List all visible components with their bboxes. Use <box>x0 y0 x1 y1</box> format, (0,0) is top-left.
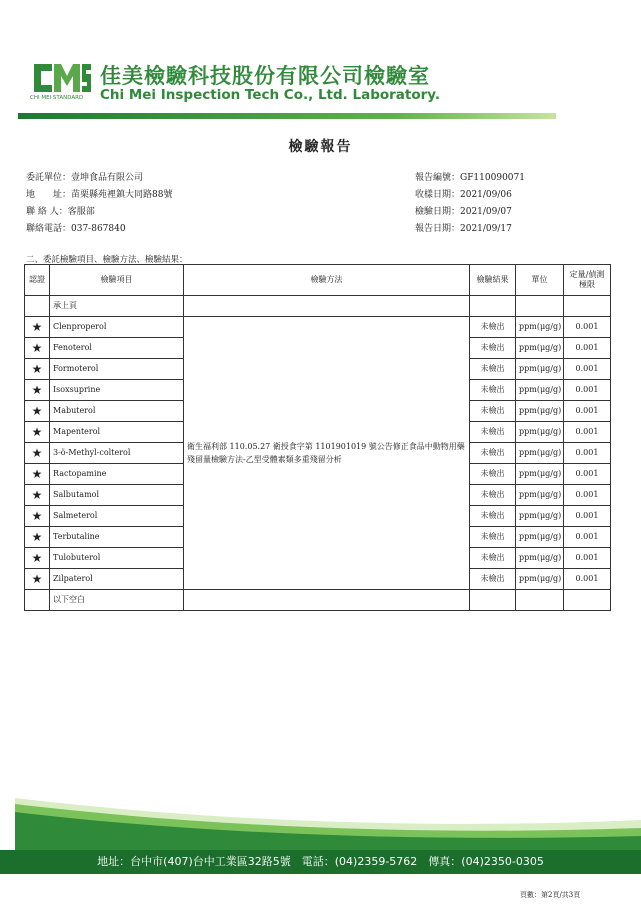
row-result: 未檢出 <box>470 317 516 338</box>
table-header-row <box>25 265 611 296</box>
row-result: 未檢出 <box>470 485 516 506</box>
report-number: 報告編號：GF110090071 <box>415 173 525 183</box>
row-item: Fenoterol <box>50 338 184 359</box>
end-label: 以下空白 <box>50 590 184 611</box>
row-star-icon: ★ <box>25 527 50 548</box>
row-unit: ppm(μg/g) <box>516 317 564 338</box>
end-row <box>25 590 611 611</box>
footer-wave-decoration <box>0 790 641 850</box>
row-limit: 0.001 <box>564 443 611 464</box>
header-item: 檢驗項目 <box>50 265 184 296</box>
row-unit: ppm(μg/g) <box>516 380 564 401</box>
test-date: 檢驗日期：2021/09/07 <box>415 207 512 217</box>
row-star-icon: ★ <box>25 422 50 443</box>
results-table <box>24 264 611 611</box>
row-unit: ppm(μg/g) <box>516 359 564 380</box>
row-limit: 0.001 <box>564 527 611 548</box>
continued-label: 承上頁 <box>50 296 184 317</box>
row-limit: 0.001 <box>564 401 611 422</box>
row-unit: ppm(μg/g) <box>516 464 564 485</box>
page-number: 頁數：第2頁/共3頁 <box>520 891 581 899</box>
client-contact: 聯 絡 人：客服部 <box>26 207 95 217</box>
row-unit: ppm(μg/g) <box>516 527 564 548</box>
row-result: 未檢出 <box>470 506 516 527</box>
row-star-icon: ★ <box>25 548 50 569</box>
row-item: Mabuterol <box>50 401 184 422</box>
row-limit: 0.001 <box>564 380 611 401</box>
row-unit: ppm(μg/g) <box>516 548 564 569</box>
row-limit: 0.001 <box>564 485 611 506</box>
row-limit: 0.001 <box>564 317 611 338</box>
row-unit: ppm(μg/g) <box>516 338 564 359</box>
row-item: Mapenterol <box>50 422 184 443</box>
header-method: 檢驗方法 <box>184 265 470 296</box>
row-result: 未檢出 <box>470 527 516 548</box>
row-limit: 0.001 <box>564 359 611 380</box>
row-result: 未檢出 <box>470 569 516 590</box>
row-limit: 0.001 <box>564 338 611 359</box>
company-logo <box>32 58 92 98</box>
row-result: 未檢出 <box>470 338 516 359</box>
row-star-icon: ★ <box>25 401 50 422</box>
row-item: Terbutaline <box>50 527 184 548</box>
row-result: 未檢出 <box>470 380 516 401</box>
method-description: 衛生福利部 110.05.27 衛授食字第 1101901019 號公告修正食品中動物用藥殘留量檢驗方法-乙型受體素類多重殘留分析 <box>184 317 470 590</box>
row-limit: 0.001 <box>564 506 611 527</box>
row-item: Zilpaterol <box>50 569 184 590</box>
row-item: Clenproperol <box>50 317 184 338</box>
row-result: 未檢出 <box>470 359 516 380</box>
row-unit: ppm(μg/g) <box>516 569 564 590</box>
header-limit: 定量/偵測極限 <box>564 265 611 296</box>
row-item: Salbutamol <box>50 485 184 506</box>
row-star-icon: ★ <box>25 485 50 506</box>
row-star-icon: ★ <box>25 569 50 590</box>
row-star-icon: ★ <box>25 317 50 338</box>
received-date: 收樣日期：2021/09/06 <box>415 190 512 200</box>
header-divider <box>18 113 556 119</box>
logo-caption: CHI MEI STANDARD <box>30 95 84 101</box>
client-address: 地 址：苗栗縣苑裡鎮大同路88號 <box>26 190 173 200</box>
section-title: 二、委託檢驗項目、檢驗方法、檢驗結果： <box>26 255 188 265</box>
row-star-icon: ★ <box>25 338 50 359</box>
row-limit: 0.001 <box>564 569 611 590</box>
continued-row <box>25 296 611 317</box>
row-item: Formoterol <box>50 359 184 380</box>
row-result: 未檢出 <box>470 422 516 443</box>
client-unit: 委託單位：壹坤食品有限公司 <box>26 173 144 183</box>
row-limit: 0.001 <box>564 464 611 485</box>
row-item: Salmeterol <box>50 506 184 527</box>
row-result: 未檢出 <box>470 443 516 464</box>
row-star-icon: ★ <box>25 464 50 485</box>
row-star-icon: ★ <box>25 506 50 527</box>
row-unit: ppm(μg/g) <box>516 443 564 464</box>
row-result: 未檢出 <box>470 401 516 422</box>
row-limit: 0.001 <box>564 548 611 569</box>
row-item: Ractopamine <box>50 464 184 485</box>
row-result: 未檢出 <box>470 548 516 569</box>
row-star-icon: ★ <box>25 380 50 401</box>
row-limit: 0.001 <box>564 422 611 443</box>
header-unit: 單位 <box>516 265 564 296</box>
row-item: 3-ö-Methyl-colterol <box>50 443 184 464</box>
row-star-icon: ★ <box>25 443 50 464</box>
header-result: 檢驗結果 <box>470 265 516 296</box>
row-unit: ppm(μg/g) <box>516 422 564 443</box>
row-item: Tulobuterol <box>50 548 184 569</box>
report-title: 檢驗報告 <box>288 139 353 155</box>
company-name-english: Chi Mei Inspection Tech Co., Ltd. Laboratory. <box>100 87 440 103</box>
report-date: 報告日期：2021/09/17 <box>415 224 512 234</box>
client-phone: 聯絡電話：037-867840 <box>26 224 126 234</box>
row-unit: ppm(μg/g) <box>516 401 564 422</box>
footer-contact: 地址：台中市(407)台中工業區32路5號 電話：(04)2359-5762 傳真：(04)2350-0305 <box>97 855 544 868</box>
table-row <box>25 317 611 338</box>
row-star-icon: ★ <box>25 359 50 380</box>
row-item: Isoxsuprine <box>50 380 184 401</box>
row-unit: ppm(μg/g) <box>516 485 564 506</box>
row-result: 未檢出 <box>470 464 516 485</box>
row-unit: ppm(μg/g) <box>516 506 564 527</box>
company-name-chinese: 佳美檢驗科技股份有限公司檢驗室 <box>100 64 430 88</box>
header-cert: 認證 <box>25 265 50 296</box>
